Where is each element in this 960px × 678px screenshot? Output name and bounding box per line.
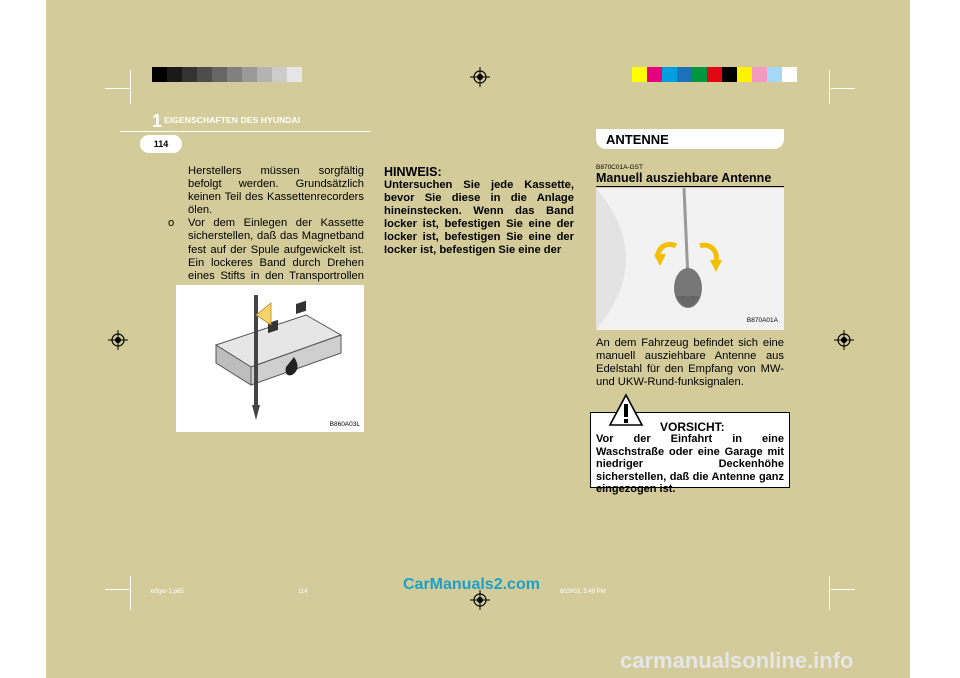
color-swatch bbox=[182, 67, 197, 82]
watermark-bottom: carmanualsonline.info bbox=[620, 648, 854, 673]
color-swatch bbox=[287, 67, 302, 82]
antenna-figure bbox=[596, 188, 784, 330]
note-heading: HINWEIS: bbox=[384, 165, 442, 179]
crop-mark bbox=[105, 589, 129, 590]
warning-triangle-icon bbox=[608, 393, 644, 427]
page-number-badge: 114 bbox=[140, 135, 182, 153]
footer-filename: xdfger-1.p65 bbox=[150, 589, 184, 595]
cassette-figure bbox=[176, 285, 364, 432]
color-swatch bbox=[647, 67, 662, 82]
antenna-body-text: An dem Fahrzeug befindet sich eine manuell ausziehbare Antenne aus Edelstahl für den Empfang von MW- und UKW-Rund-funksignalen. bbox=[596, 337, 784, 389]
color-swatch bbox=[272, 67, 287, 82]
color-swatch bbox=[677, 67, 692, 82]
crop-mark bbox=[105, 88, 129, 89]
color-swatch bbox=[782, 67, 797, 82]
section-title-rule bbox=[596, 186, 784, 187]
middle-column bbox=[384, 165, 574, 258]
cassette-illustration-icon bbox=[176, 285, 364, 432]
color-swatch bbox=[662, 67, 677, 82]
color-swatch bbox=[707, 67, 722, 82]
section-code: B870C01A-GST bbox=[596, 164, 643, 171]
crop-mark bbox=[831, 88, 855, 89]
antenna-illustration-icon bbox=[596, 188, 784, 330]
header-rule bbox=[120, 131, 370, 132]
bullet-text: Vor dem Einlegen der Kassette sicherstellen, daß das Magnetband fest auf der Spule aufgewickelt ist. Ein lockeres Band durch Drehen eines Stifts in den Transportrollen bbox=[188, 217, 364, 282]
footer-page: 114 bbox=[298, 589, 308, 595]
color-swatch bbox=[257, 67, 272, 82]
note-text: Untersuchen Sie jede Kassette, bevor Sie diese in die Anlage hineinstecken. Wenn das Band locker ist, befestigen Sie eine der locker ist, befestigen Sie eine der Iocker ist, befestigen Sie eine der bbox=[384, 179, 574, 257]
registration-mark-icon bbox=[834, 330, 854, 350]
figure-code: B860A03L bbox=[329, 421, 360, 428]
crop-mark bbox=[831, 589, 855, 590]
color-swatch bbox=[152, 67, 167, 82]
left-column bbox=[168, 165, 364, 296]
crop-mark bbox=[829, 70, 830, 104]
color-swatch bbox=[212, 67, 227, 82]
color-swatch bbox=[692, 67, 707, 82]
color-swatch bbox=[722, 67, 737, 82]
color-swatch bbox=[737, 67, 752, 82]
section-tab-label: ANTENNE bbox=[606, 132, 669, 147]
paragraph-continuation: Herstellers müssen sorgfältig befolgt werden. Grundsätzlich keinen Teil des Kassettenrecorders ölen. bbox=[188, 165, 364, 217]
color-calibration-bar-left bbox=[152, 67, 302, 82]
color-swatch bbox=[752, 67, 767, 82]
crop-mark bbox=[130, 576, 131, 610]
warning-title: VORSICHT: bbox=[660, 420, 725, 434]
color-calibration-bar-right bbox=[632, 67, 797, 82]
figure-code: B870A01A bbox=[746, 317, 778, 324]
watermark-top: CarManuals2.com bbox=[403, 576, 540, 593]
registration-mark-icon bbox=[108, 330, 128, 350]
chapter-number: 1 bbox=[152, 111, 163, 131]
chapter-title: EIGENSCHAFTEN DES HYUNDAI bbox=[164, 115, 301, 125]
section-title: Manuell ausziehbare Antenne bbox=[596, 171, 772, 185]
registration-mark-icon bbox=[470, 67, 490, 87]
color-swatch bbox=[197, 67, 212, 82]
crop-mark bbox=[829, 576, 830, 610]
color-swatch bbox=[632, 67, 647, 82]
bullet-marker: o bbox=[168, 217, 175, 230]
crop-mark bbox=[130, 70, 131, 104]
color-swatch bbox=[227, 67, 242, 82]
color-swatch bbox=[242, 67, 257, 82]
color-swatch bbox=[167, 67, 182, 82]
footer-timestamp: 6/19/03, 5:49 PM bbox=[560, 589, 606, 595]
section-tab bbox=[596, 129, 784, 149]
color-swatch bbox=[767, 67, 782, 82]
warning-text: Vor der Einfahrt in eine Waschstraße oder eine Garage mit niedriger Deckenhöhe sicherstellen, daß die Antenne ganz eingezogen ist. bbox=[596, 433, 784, 495]
